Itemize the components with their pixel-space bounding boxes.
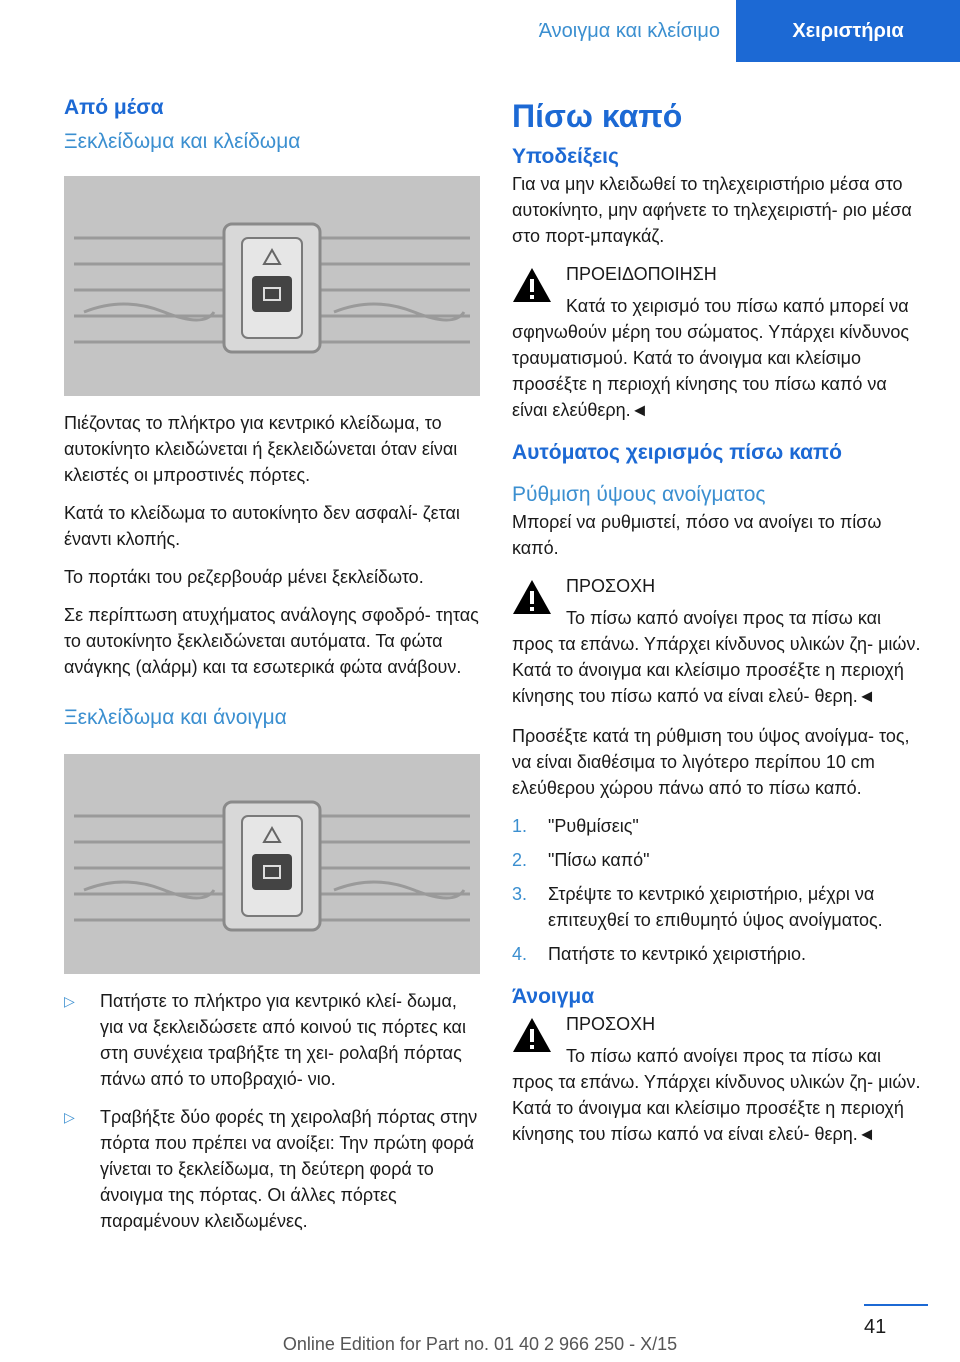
list-item: ▷ Πατήστε το πλήκτρο για κεντρικό κλεί- δωμα, για να ξεκλειδώσετε από κοινού τις πόρτες και στη συνέχεια τραβήξτε τη χει- ρολαβή πόρτας πάνω από το υποβραχιό- νιο. bbox=[64, 988, 480, 1092]
caution-triangle-icon bbox=[512, 579, 552, 615]
page-number: 41 bbox=[864, 1316, 887, 1338]
warning-text: Κατά το χειρισμό του πίσω καπό μπορεί να σφηνωθούν μέρη του σώματος. Υπάρχει κίνδυνος τραυματισμού. Κατά το άνοιγμα και κλείσιμο προσέξτε η περιοχή κίνησης του πίσω καπό να είναι ελεύθερη.◄ bbox=[512, 296, 910, 420]
header-chapter: Χειριστήρια bbox=[736, 0, 960, 62]
caution-title: ΠΡΟΣΟΧΗ bbox=[566, 576, 656, 596]
caution-block-2 bbox=[512, 1011, 926, 1147]
height-steps bbox=[512, 813, 926, 967]
central-lock-illustration bbox=[64, 176, 480, 396]
caution-text: Το πίσω καπό ανοίγει προς τα πίσω και προς τα επάνω. Υπάρχει κίνδυνος υλικών ζη- μιών. Κατά το άνοιγμα και κλείσιμο προσέξτε η περιοχή κίνησης του πίσω καπό να είναι ελεύ- θερη.◄ bbox=[512, 608, 921, 706]
warning-triangle-icon bbox=[512, 267, 552, 303]
heading-auto-tailgate: Αυτόματος χειρισμός πίσω καπό bbox=[512, 441, 842, 464]
warning-title: ΠΡΟΕΙΔΟΠΟΙΗΣΗ bbox=[566, 264, 717, 284]
paragraph-adjust: Προσέξτε κατά τη ρύθμιση του ύψος ανοίγμα- τος, να είναι διαθέσιμα το λιγότερο περίπου 10 cm ελεύθερου χώρου πάνω από το πίσω καπό. bbox=[512, 726, 910, 798]
door-handle-image bbox=[64, 754, 480, 974]
heading-opening-height: Ρύθμιση ύψους ανοίγματος bbox=[512, 483, 766, 506]
left-column bbox=[64, 96, 480, 1246]
heading-unlock-open: Ξεκλείδωμα και άνοιγμα bbox=[64, 706, 287, 729]
heading-unlock-lock: Ξεκλείδωμα και κλείδωμα bbox=[64, 130, 301, 153]
heading-notes: Υποδείξεις bbox=[512, 145, 619, 168]
triangle-bullet-icon: ▷ bbox=[64, 1109, 75, 1125]
list-item: ▷ Τραβήξτε δύο φορές τη χειρολαβή πόρτας στην πόρτα που πρέπει να ανοίξει: Την πρώτη φορά γίνεται το ξεκλείδωμα, τη δεύτερη φορά το άνοιγμα της πόρτας. Οι άλλες πόρτες παραμένουν κλειδωμένες. bbox=[64, 1104, 480, 1234]
page-number-rule bbox=[864, 1304, 928, 1306]
right-column bbox=[512, 98, 926, 1161]
caution-text: Το πίσω καπό ανοίγει προς τα πίσω και προς τα επάνω. Υπάρχει κίνδυνος υλικών ζη- μιών. Κατά το άνοιγμα και κλείσιμο προσέξτε η περιοχή κίνησης του πίσω καπό να είναι ελεύ- θερη.◄ bbox=[512, 1046, 921, 1144]
list-item: 3. Στρέψτε το κεντρικό χειριστήριο, μέχρι να επιτευχθεί το επιθυμητό ύψος ανοίγματος. bbox=[512, 884, 883, 930]
caution-triangle-icon bbox=[512, 1017, 552, 1053]
paragraph-notes: Για να μην κλειδωθεί το τηλεχειριστήριο μέσα στο αυτοκίνητο, μην αφήνετε το τηλεχειριστή- ριο μέσα στο πορτ-μπαγκάζ. bbox=[512, 174, 912, 246]
central-lock-illustration-2 bbox=[64, 754, 480, 974]
triangle-bullet-icon: ▷ bbox=[64, 993, 75, 1009]
footer-edition: Online Edition for Part no. 01 40 2 966 250 - X/15 bbox=[282, 1334, 678, 1354]
paragraph-fuel-flap: Το πορτάκι του ρεζερβουάρ μένει ξεκλείδωτο. bbox=[64, 567, 424, 587]
unlock-open-steps bbox=[64, 988, 480, 1234]
warning-block bbox=[512, 261, 926, 423]
heading-tailgate: Πίσω καπό bbox=[512, 98, 683, 134]
paragraph-accident: Σε περίπτωση ατυχήματος ανάλογης σφοδρό- τητας το αυτοκίνητο ξεκλειδώνεται αυτόματα. Τα φώτα ανάγκης (αλάρμ) και τα εσωτερικά φώτα ανάβουν. bbox=[64, 605, 479, 677]
header-section: Άνοιγμα και κλείσιμο bbox=[538, 19, 720, 42]
paragraph-height: Μπορεί να ρυθμιστεί, πόσο να ανοίγει το πίσω καπό. bbox=[512, 512, 882, 558]
heading-from-inside: Από μέσα bbox=[64, 96, 164, 119]
paragraph-theft: Κατά το κλείδωμα το αυτοκίνητο δεν ασφαλί- ζεται έναντι κλοπής. bbox=[64, 503, 460, 549]
list-item: 1. "Ρυθμίσεις" bbox=[512, 816, 639, 836]
central-lock-button-image bbox=[64, 176, 480, 396]
heading-opening: Άνοιγμα bbox=[512, 985, 595, 1008]
list-item: 2. "Πίσω καπό" bbox=[512, 850, 650, 870]
caution-title: ΠΡΟΣΟΧΗ bbox=[566, 1014, 656, 1034]
list-item: 4. Πατήστε το κεντρικό χειριστήριο. bbox=[512, 944, 806, 964]
paragraph-central-lock: Πιέζοντας το πλήκτρο για κεντρικό κλείδωμα, το αυτοκίνητο κλειδώνεται ή ξεκλειδώνεται όταν είναι κλειστές οι μπροστινές πόρτες. bbox=[64, 413, 458, 485]
caution-block bbox=[512, 573, 926, 709]
